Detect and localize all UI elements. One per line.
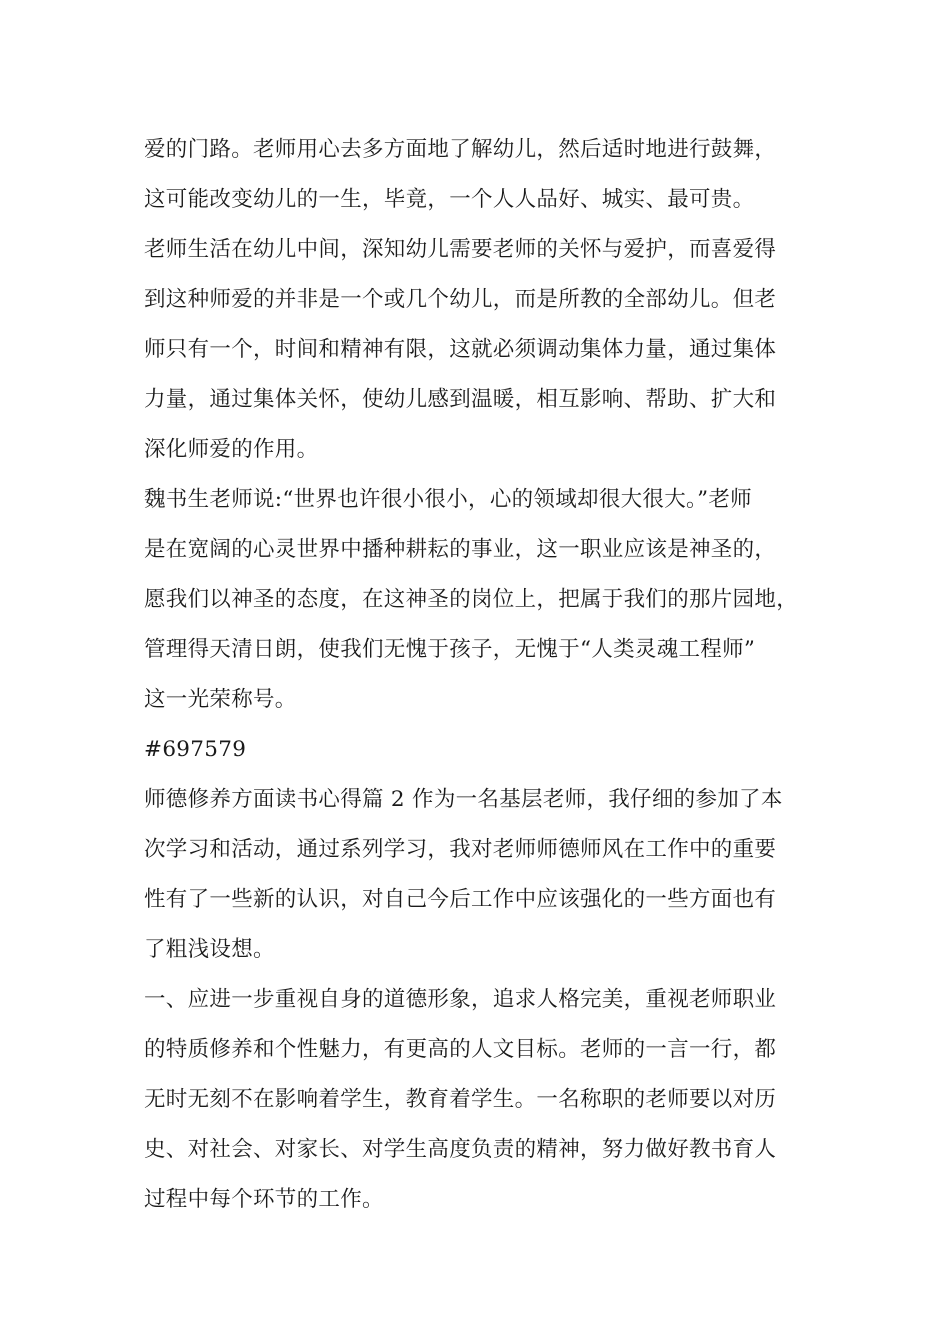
text-line: 过程中每个环节的工作。 bbox=[144, 1187, 384, 1212]
text-line: 愿我们以神圣的态度，在这神圣的岗位上，把属于我们的那片园地， bbox=[144, 587, 799, 612]
text-line: 深化师爱的作用。 bbox=[144, 437, 319, 462]
body-text bbox=[144, 125, 834, 1225]
text-line: 性有了一些新的认识，对自己今后工作中应该强化的一些方面也有 bbox=[144, 887, 777, 912]
text-line: 次学习和活动，通过系列学习，我对老师师德师风在工作中的重要 bbox=[144, 837, 777, 862]
text-line: 力量，通过集体关怀，使幼儿感到温暖，相互影响、帮助、扩大和 bbox=[144, 387, 777, 412]
text-line: 这可能改变幼儿的一生，毕竟，一个人人品好、城实、最可贵。 bbox=[144, 187, 755, 212]
text-line: 了粗浅设想。 bbox=[144, 937, 275, 962]
text-line: 爱的门路。老师用心去多方面地了解幼儿，然后适时地进行鼓舞， bbox=[144, 137, 777, 162]
text-line: 是在宽阔的心灵世界中播种耕耘的事业，这一职业应该是神圣的， bbox=[144, 537, 777, 562]
text-line: 无时无刻不在影响着学生，教育着学生。一名称职的老师要以对历 bbox=[144, 1087, 777, 1112]
text-line: 老师生活在幼儿中间，深知幼儿需要老师的关怀与爱护，而喜爱得 bbox=[144, 237, 777, 262]
text-line: 师只有一个，时间和精神有限，这就必须调动集体力量，通过集体 bbox=[144, 337, 777, 362]
section-marker: #697579 bbox=[144, 737, 247, 762]
text-line: 魏书生老师说:“世界也许很小很小，心的领域却很大很大。”老师 bbox=[144, 487, 752, 512]
text-line: 师德修养方面读书心得篇 2 作为一名基层老师，我仔细的参加了本 bbox=[144, 787, 783, 812]
text-line: 管理得天清日朗，使我们无愧于孩子，无愧于“人类灵魂工程师” bbox=[144, 637, 756, 662]
text-line: 到这种师爱的并非是一个或几个幼儿，而是所教的全部幼儿。但老 bbox=[144, 287, 777, 312]
text-line: 一、应进一步重视自身的道德形象，追求人格完美，重视老师职业 bbox=[144, 987, 777, 1012]
text-line: 这一光荣称号。 bbox=[144, 687, 297, 712]
text-line: 史、对社会、对家长、对学生高度负责的精神，努力做好教书育人 bbox=[144, 1137, 777, 1162]
text-line: 的特质修养和个性魅力，有更高的人文目标。老师的一言一行，都 bbox=[144, 1037, 777, 1062]
